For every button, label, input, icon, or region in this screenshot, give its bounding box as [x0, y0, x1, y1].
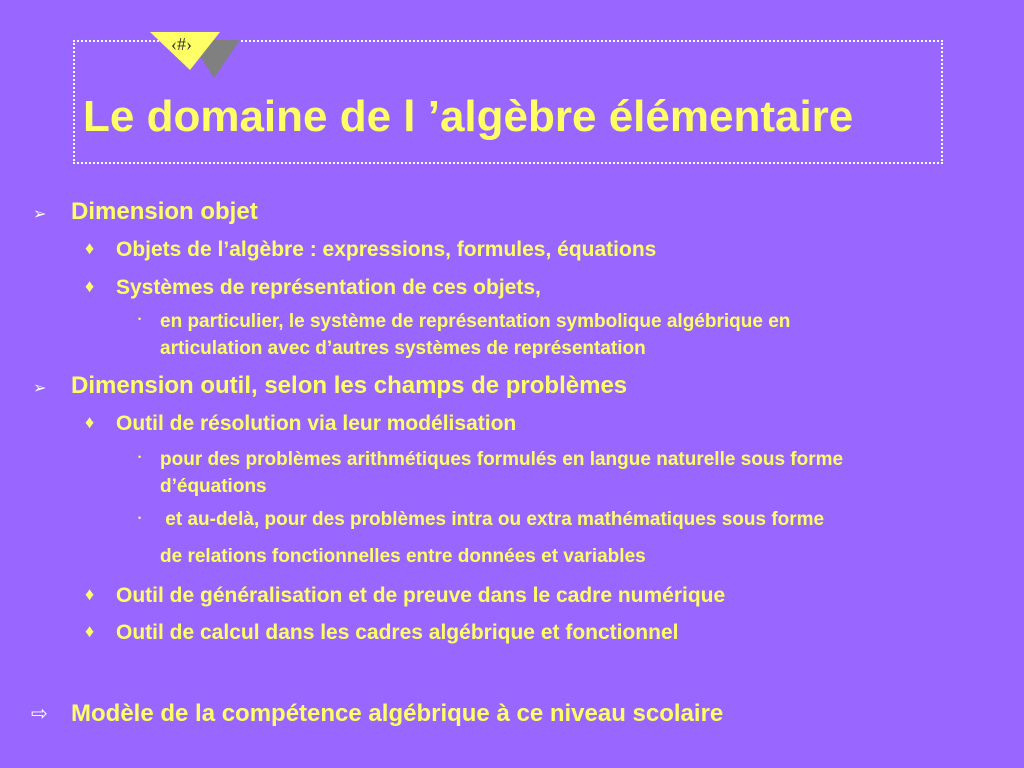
dot-bullet-icon: • [138, 513, 142, 523]
diamond-bullet-icon: ♦ [85, 621, 95, 641]
bullet-dimension-outil: Dimension outil, selon les champs de problèmes [71, 372, 628, 399]
bullet-dimension-objet: Dimension objet [71, 198, 258, 225]
bullet-modele-competence: Modèle de la compétence algébrique à ce niveau scolaire [71, 700, 724, 727]
bullet-en-particulier-line1: en particulier, le système de représentation symbolique algébrique en [160, 311, 791, 332]
bullet-en-particulier-line2: articulation avec d’autres systèmes de représentation [160, 338, 646, 359]
badge-shape-icon [150, 32, 240, 78]
bullet-outil-calcul: Outil de calcul dans les cadres algébrique et fonctionnel [116, 621, 679, 644]
arrow-bullet-icon: ➢ [33, 206, 47, 223]
diamond-bullet-icon: ♦ [85, 584, 95, 604]
bullet-objets-algebre: Objets de l’algèbre : expressions, formules, équations [116, 238, 657, 261]
slide-title: Le domaine de l ’algèbre élémentaire [83, 92, 854, 141]
slide-number: ‹#› [171, 34, 192, 54]
bullet-problemes-arith-line1: pour des problèmes arithmétiques formulés en langue naturelle sous forme [160, 449, 844, 470]
dot-bullet-icon: • [138, 452, 142, 462]
diamond-bullet-icon: ♦ [85, 412, 95, 432]
arrow-bullet-icon: ➢ [33, 380, 47, 397]
slide-number-badge [150, 32, 240, 78]
bullet-au-dela-line2: de relations fonctionnelles entre données et variables [160, 546, 646, 567]
dot-bullet-icon: • [138, 314, 142, 324]
bullet-systemes-representation: Systèmes de représentation de ces objets, [116, 276, 541, 299]
bullet-outil-generalisation: Outil de généralisation et de preuve dans le cadre numérique [116, 584, 726, 607]
bullet-problemes-arith-line2: d’équations [160, 476, 267, 497]
right-arrow-bullet-icon: ⇨ [31, 703, 48, 725]
bullet-au-dela-line1: et au-delà, pour des problèmes intra ou extra mathématiques sous forme [160, 509, 825, 530]
diamond-bullet-icon: ♦ [85, 238, 95, 258]
diamond-bullet-icon: ♦ [85, 276, 95, 296]
bullet-outil-resolution: Outil de résolution via leur modélisation [116, 412, 517, 435]
